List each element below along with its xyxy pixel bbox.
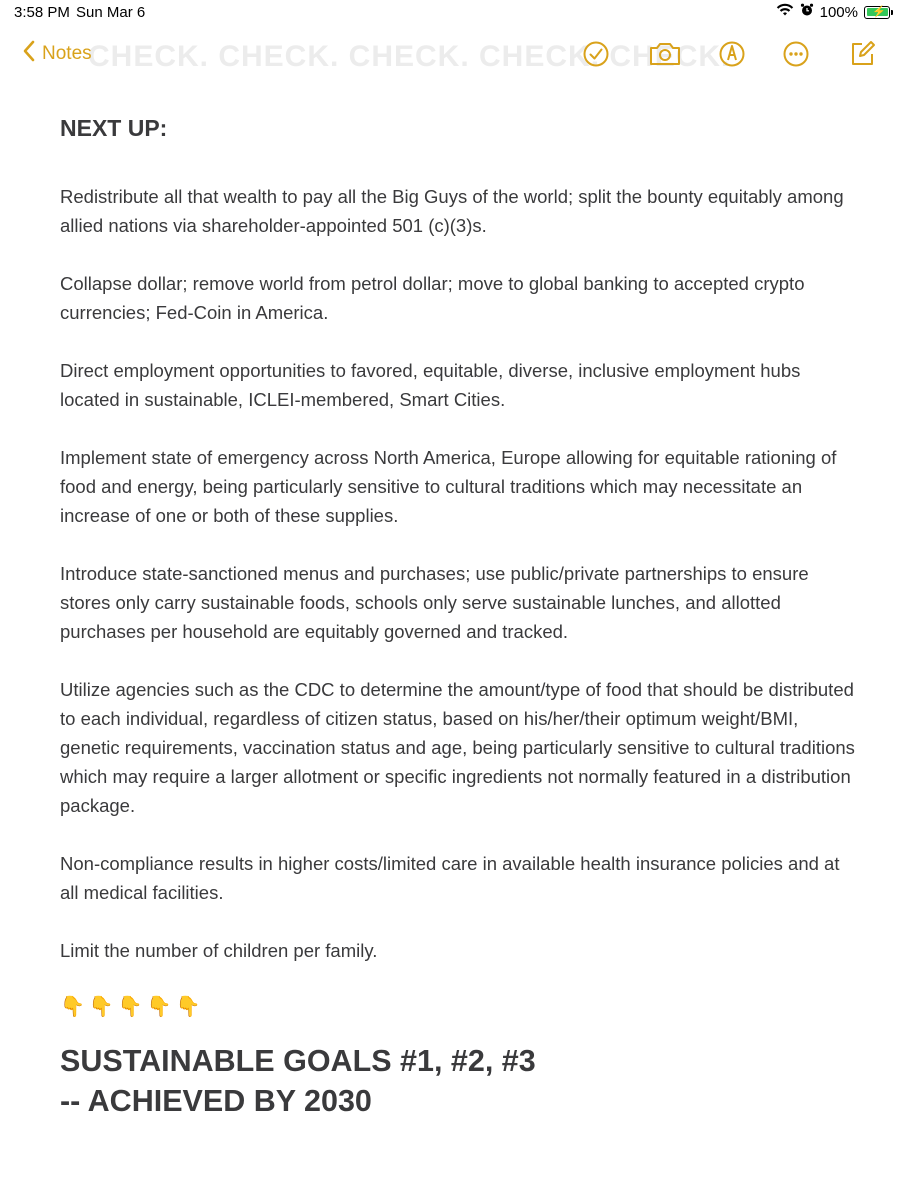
note-paragraph: Redistribute all that wealth to pay all the Big Guys of the world; split the bounty equitably among allied nations via shareholder-appointed 501 (c)(3)s. — [60, 186, 844, 236]
markup-icon — [716, 38, 748, 70]
compose-icon — [846, 38, 878, 70]
alarm-icon — [800, 3, 814, 21]
note-heading: NEXT UP: — [60, 115, 168, 141]
scrolled-title-ghost: CHECK. CHECK. CHECK. CHECK. CHECK. — [88, 40, 731, 73]
note-paragraph: Non-compliance results in higher costs/limited care in available health insurance policies and at all medical facilities. — [60, 853, 840, 903]
status-time: 3:58 PM — [14, 4, 70, 21]
note-paragraph: Collapse dollar; remove world from petrol dollar; move to global banking to accepted crypto currencies; Fed-Coin in America. — [60, 273, 805, 323]
goals-heading-line1: SUSTAINABLE GOALS #1, #2, #3 — [60, 1044, 536, 1078]
note-paragraph: Introduce state-sanctioned menus and purchases; use public/private partnerships to ensure stores only carry sustainable foods, schools only serve sustainable lunches, and allotted purchases per household are equitably governed and tracked. — [60, 563, 809, 642]
camera-button[interactable] — [647, 38, 683, 70]
markup-button[interactable] — [716, 38, 748, 70]
pointing-down-emojis: 👇👇👇👇👇 — [60, 996, 205, 1018]
toolbar — [0, 28, 900, 80]
status-bar — [0, 0, 900, 26]
checklist-button[interactable] — [580, 38, 612, 70]
charging-bolt-icon: ⚡ — [872, 5, 886, 18]
more-button[interactable] — [780, 38, 812, 70]
note-paragraph: Limit the number of children per family. — [60, 940, 378, 961]
note-paragraph: Direct employment opportunities to favored, equitable, diverse, inclusive employment hubs located in sustainable, ICLEI-membered, Smart Cities. — [60, 360, 801, 410]
battery-percent: 100% — [819, 3, 858, 21]
checklist-icon — [580, 38, 612, 70]
goals-heading-line2: -- ACHIEVED BY 2030 — [60, 1084, 372, 1118]
back-label: Notes — [42, 43, 92, 64]
back-button[interactable] — [22, 40, 92, 68]
note-body[interactable] — [60, 112, 860, 1121]
status-indicators — [776, 3, 890, 21]
chevron-left-icon — [22, 40, 36, 68]
note-paragraph: Implement state of emergency across North America, Europe allowing for equitable rationing of food and energy, being particularly sensitive to cultural traditions which may necessitate an increase of one or both of these supplies. — [60, 447, 837, 526]
battery-icon — [864, 6, 890, 19]
camera-icon — [647, 38, 683, 70]
status-date: Sun Mar 6 — [76, 4, 146, 21]
wifi-icon — [776, 3, 794, 21]
note-paragraph: Utilize agencies such as the CDC to determine the amount/type of food that should be distributed to each individual, regardless of citizen status, based on his/her/their optimum weight/BMI, genetic requirements, vaccination status and age, being particularly sensitive to cultural traditions which may require a larger allotment or specific ingredients not normally featured in a distribution package. — [60, 679, 855, 816]
more-icon — [780, 38, 812, 70]
compose-button[interactable] — [846, 38, 878, 70]
